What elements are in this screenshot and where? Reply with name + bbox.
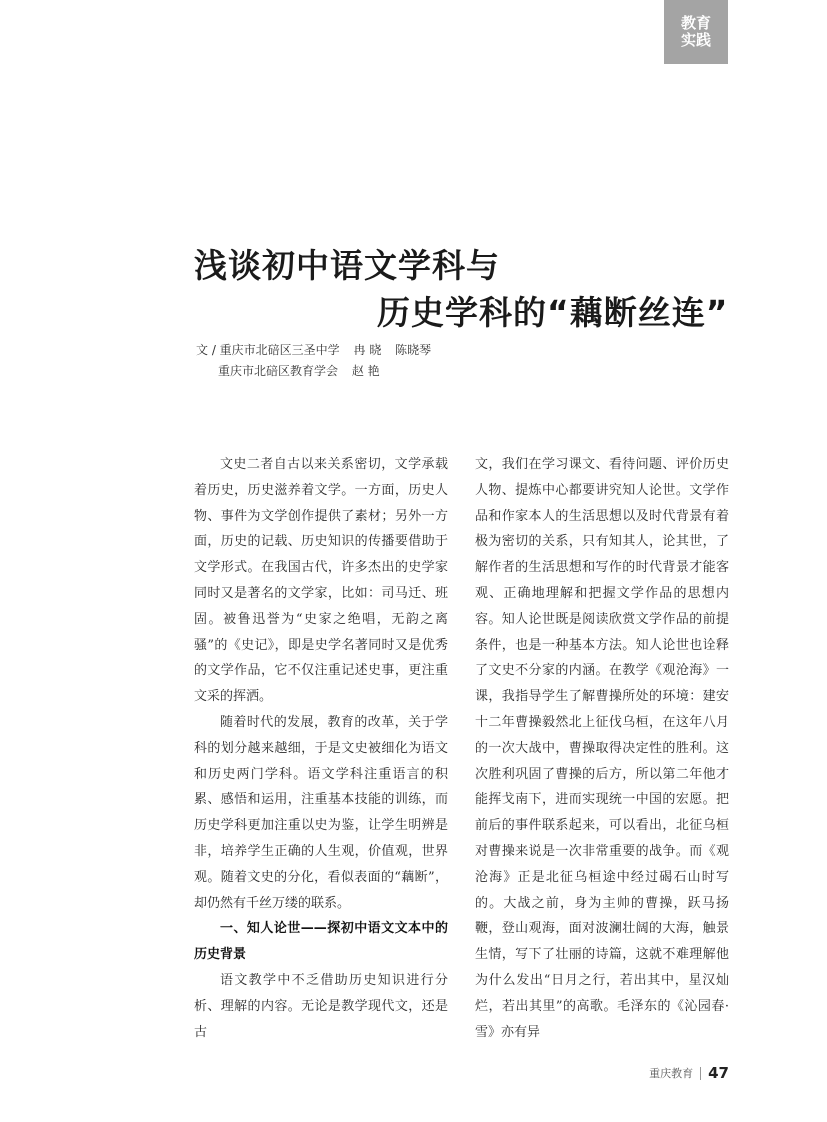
right-column <box>475 452 729 1045</box>
paragraph: 语文教学中不乏借助历史知识进行分析、理解的内容。无论是教学现代文，还是古 <box>194 972 448 1040</box>
section-tag-line1: 教育 <box>680 14 711 32</box>
byline-line1 <box>196 341 431 358</box>
section-tag <box>664 0 728 64</box>
byline-authors: 冉 晓 <box>353 343 382 357</box>
paragraph: 随着时代的发展，教育的改革，关于学科的划分越来越细，于是文史被细化为语文和历史两门学科。语文学科注重语言的积累、感悟和运用，注重基本技能的训练，而历史学科更加注重以史为鉴，让学生明辨是非，培养学生正确的人生观，价值观，世界观。随着文史的分化，看似表面的“藕断”，却仍然有千丝万缕的联系。 <box>194 714 448 911</box>
byline-author-3: 赵 艳 <box>351 364 380 378</box>
paragraph: 文，我们在学习课文、看待问题、评价历史人物、提炼中心都要讲究知人论世。文学作品和作家本人的生活思想以及时代背景有着极为密切的关系，只有知其人，论其世，了解作者的生活思想和写作的时代背景才能客观、正确地理解和把握文学作品的思想内容。知人论世既是阅读欣赏文学作品的前提条件，也是一种基本方法。知人论世也诠释了文史不分家的内涵。在教学《观沧海》一课，我指导学生了解曹操所处的环境：建安十二年曹操毅然北上征伐乌桓，在这年八月的一次大战中，曹操取得决定性的胜利。这次胜利巩固了曹操的后方，所以第二年他才能挥戈南下，进而实现统一中国的宏愿。把前后的事件联系起来，可以看出，北征乌桓对曹操来说是一次非常重要的战争。而《观沧海》正是北征乌桓途中经过碣石山时写的。大战之前，身为主帅的曹操，跃马扬鞭，登山观海，面对波澜壮阔的大海，触景生情，写下了壮丽的诗篇，这就不难理解他为什么发出“日月之行，若出其中，星汉灿烂，若出其里”的高歌。毛泽东的《沁园春·雪》亦有异 <box>475 457 729 1040</box>
section-tag-line2: 实践 <box>680 31 711 49</box>
left-column <box>194 452 448 1045</box>
byline-prefix: 文 / 重庆市北碚区三圣中学 <box>196 343 340 357</box>
article-title-line1: 浅谈初中语文学科与 <box>194 246 500 285</box>
footer-divider <box>700 1067 701 1080</box>
article-title-line2: 历史学科的“藕断丝连” <box>377 293 729 332</box>
page-number: 47 <box>708 1064 729 1082</box>
page-footer <box>649 1064 729 1082</box>
byline-org: 重庆市北碚区教育学会 <box>218 364 339 378</box>
byline-authors-2: 陈晓琴 <box>395 343 432 357</box>
paragraph: 文史二者自古以来关系密切，文学承载着历史，历史滋养着文学。一方面，历史人物、事件为文学创作提供了素材；另外一方面，历史的记载、历史知识的传播要借助于文学形式。在我国古代，许多杰出的史学家同时又是著名的文学家，比如：司马迁、班固。被鲁迅誉为“史家之绝唱，无韵之离骚”的《史记》，即是史学名著同时又是优秀的文学作品，它不仅注重记述史事，更注重文采的挥洒。 <box>194 457 448 705</box>
section-heading: 一、知人论世——探初中语文文本中的历史背景 <box>194 921 448 963</box>
byline-line2 <box>218 362 380 379</box>
journal-name: 重庆教育 <box>649 1067 694 1080</box>
